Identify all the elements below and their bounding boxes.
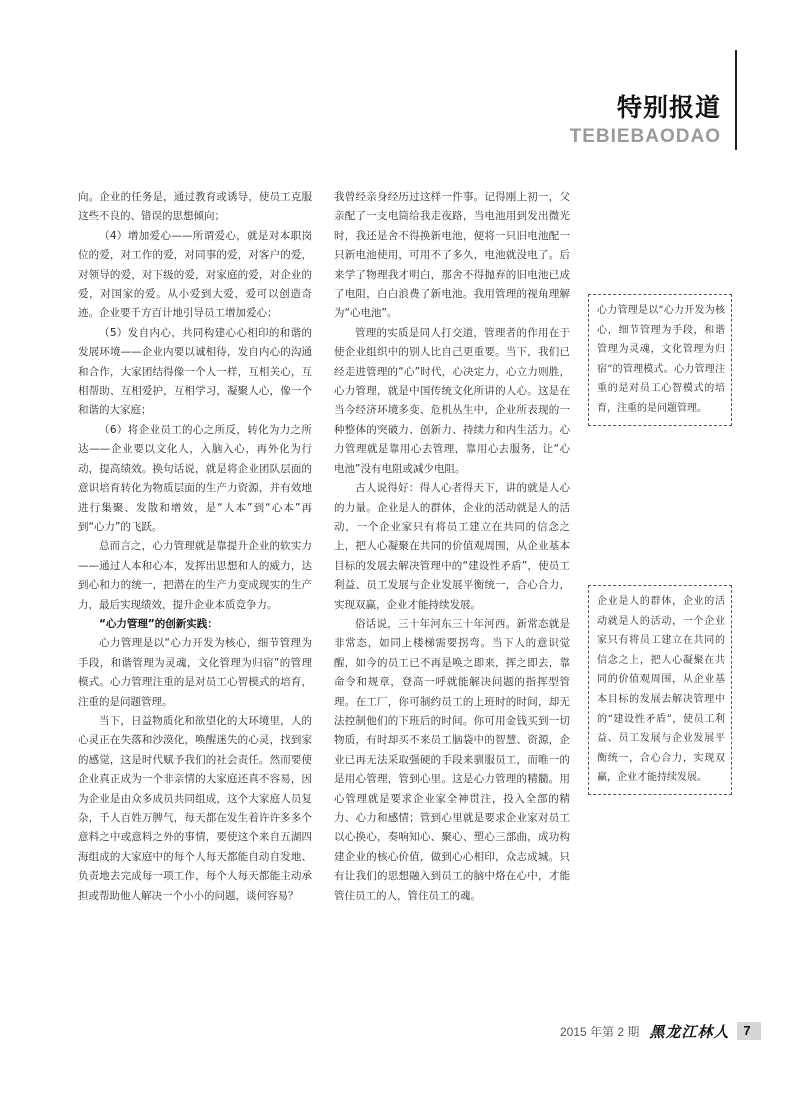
issue-label: 2015 年第 2 期 xyxy=(560,1024,640,1039)
page-footer xyxy=(560,1022,761,1040)
paragraph: 心力管理是以“心力开发为核心，细节管理为手段，和谐管理为灵魂，文化管理为归宿”的管理模式。心力管理注重的是对员工心智模式的培育，注重的是问题管理。 xyxy=(78,637,312,708)
header-vertical-rule xyxy=(735,50,737,150)
publication-logo: 黑龙江林人 xyxy=(649,1022,730,1041)
subheading: “心力管理”的创新实践： xyxy=(99,617,218,630)
pull-quote-2: 企业是人的群体，企业的活动就是人的活动，一个企业家只有将员工建立在共同的信念之上，把人心凝聚在共同的价值观周围，从企业基本目标的发展去解决管理中的“建设性矛盾”，使员工利益、员工发展与企业发展平衡统一，合心合力，实现双赢，企业才能持续发展。 xyxy=(588,585,732,795)
pull-quote-1: 心力管理是以“心力开发为核心，细节管理为手段，和谐管理为灵魂，文化管理为归宿”的管理模式。心力管理注重的是对员工心智模式的培育，注重的是问题管理。 xyxy=(588,294,732,426)
middle-text-column xyxy=(334,188,570,906)
paragraph: 当下，日益物质化和欲望化的大环境里，人的心灵正在失落和沙漠化，唤醒迷失的心灵，找到家的感觉，这是时代赋予我们的社会责任。然而要使企业真正成为一个非亲情的大家庭还真不容易，因为企业是由众多成员共同组成，这个大家庭人员复杂，千人百姓万脾气，每天都在发生着许许多多个意料之中或意料之外的事情，要使这个来自五湖四海组成的大家庭中的每个人每天都能自动自发地、负责地去完成每一项工作，每个人每天都能主动承担或帮助他人解决一个小小的问题，谈何容易？ xyxy=(78,714,312,902)
paragraph: （6）将企业员工的心之所反，转化为力之所达——企业要以文化人，入脑入心，再外化为行动，提高绩效。换句话说，就是将企业团队层面的意识培育转化为物质层面的生产力资源，并有效地进行集聚、发散和增效，是“人本”到“心本”再到“心力”的飞跃。 xyxy=(78,423,312,533)
section-title: 特别报道 xyxy=(616,93,721,122)
paragraph: 俗话说，三十年河东三十年河西。新常态就是非常态，如同上楼梯需要拐弯。当下人的意识觉醒，如今的员工已不再是唤之即来，挥之即去，靠命令和规章，登高一呼就能解决问题的指挥型管理。在工厂，你可制约员工的上班时的时间，却无法控制他们的下班后的时间。你可用金钱买到一切物质，有时却买不来员工脑袋中的智慧、资源，企业已再无法采取强硬的手段来驯服员工，而唯一的是用心管理，管到心里。这是心力管理的精髓。用心管理就是要求企业家全神贯注，投入全部的精力、心力和感情；管到心里就是要求企业家对员工以心换心，奏响知心、聚心、塑心三部曲，成功构建企业的核心价值，做到心心相印，众志成城。只有让我们的思想融入到员工的脑中烙在心中，才能管住员工的人，管住员工的魂。 xyxy=(334,617,570,902)
paragraph: 古人说得好：得人心者得天下，讲的就是人心的力量。企业是人的群体，企业的活动就是人的活动，一个企业家只有将员工建立在共同的信念之上，把人心凝聚在共同的价值观周围，从企业基本目标的发展去解决管理中的“建设性矛盾”，使员工利益、员工发展与企业发展平衡统一，合心合力，实现双赢，企业才能持续发展。 xyxy=(334,482,570,611)
paragraph: 总而言之，心力管理就是靠提升企业的软实力——通过人本和心本，发挥出思想和人的威力，达到心和力的统一，把潜在的生产力变成现实的生产力，最后实现绩效，提升企业本质竞争力。 xyxy=(78,540,312,611)
paragraph: （4）增加爱心——所谓爱心，就是对本职岗位的爱，对工作的爱，对同事的爱，对客户的爱，对领导的爱，对下级的爱，对家庭的爱，对企业的爱，对国家的爱。从小爱到大爱，爱可以创造奇迹。企业要千方百计地引导员工增加爱心； xyxy=(78,229,312,320)
section-subtitle: TEBIEBAODAO xyxy=(569,126,721,147)
paragraph: 管理的实质是同人打交道，管理者的作用在于使企业组织中的别人比自己更重要。当下，我们已经走进管理的“心”时代，心决定力，心立力则胜，心力管理，就是中国传统文化所讲的人心。这是在当今经济环境多变、危机丛生中，企业所表现的一种整体的突破力、创新力、持续力和内生活力。心力管理就是靠用心去管理，靠用心去服务，让“心电池”没有电阻或减少电阻。 xyxy=(334,326,570,475)
paragraph: （5）发自内心，共同构建心心相印的和谐的发展环境——企业内要以诚相待，发自内心的沟通和合作，大家团结得像一个人一样，互相关心，互相帮助、互相爱护，互相学习，凝聚人心，像一个和谐的大家庭； xyxy=(78,326,312,417)
page-number: 7 xyxy=(737,1022,760,1040)
paragraph: 向。企业的任务是，通过教育或诱导，使员工克服这些不良的、错误的思想倾向； xyxy=(78,191,312,223)
paragraph: 我曾经亲身经历过这样一件事。记得刚上初一，父亲配了一支电筒给我走夜路，当电池用到发出微光时，我还是舍不得换新电池，便将一只旧电池配一只新电池使用，可用不了多久，电池就没电了。后来学了物理我才明白，那舍不得抛弃的旧电池已成了电阻，白白浪费了新电池。我用管理的视角理解为“心电池”。 xyxy=(334,191,570,320)
left-text-column xyxy=(78,188,312,906)
